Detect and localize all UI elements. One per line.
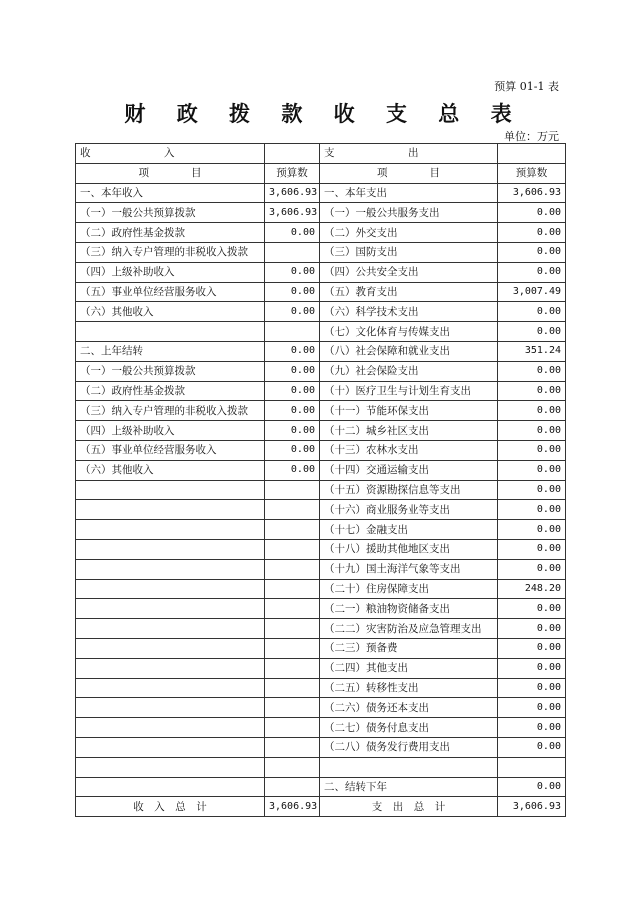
expense-item: （十一）节能环保支出 [320,401,498,421]
income-item: （六）其他收入 [76,460,265,480]
expense-value: 0.00 [498,737,566,757]
income-item [76,579,265,599]
expense-value: 0.00 [498,203,566,223]
expense-value: 0.00 [498,460,566,480]
income-value: 3,606.93 [265,183,320,203]
income-item [76,322,265,342]
table-row [76,440,566,460]
income-header-blank [265,144,320,164]
table-row [76,737,566,757]
expense-value: 0.00 [498,619,566,639]
expense-value: 0.00 [498,638,566,658]
table-row [76,678,566,698]
income-item: （三）纳入专户管理的非税收入拨款 [76,401,265,421]
income-value: 0.00 [265,262,320,282]
table-row [76,381,566,401]
expense-value: 3,007.49 [498,282,566,302]
table-row [76,698,566,718]
table-row [76,757,566,777]
expense-header: 支 出 [320,144,498,164]
expense-value: 0.00 [498,421,566,441]
expense-item: （十九）国土海洋气象等支出 [320,559,498,579]
expense-total-label: 支 出 总 计 [320,797,498,817]
header-row-columns [76,163,566,183]
income-item [76,480,265,500]
income-value [265,539,320,559]
expense-item: （十八）援助其他地区支出 [320,539,498,559]
income-item-header: 项 目 [76,163,265,183]
table-row [76,401,566,421]
expense-item: （二十）住房保障支出 [320,579,498,599]
expense-value: 0.00 [498,361,566,381]
income-item [76,539,265,559]
expense-total-value: 3,606.93 [498,797,566,817]
income-item: （一）一般公共预算拨款 [76,203,265,223]
income-item: （四）上级补助收入 [76,262,265,282]
table-row [76,579,566,599]
income-budget-header: 预算数 [265,163,320,183]
income-item [76,500,265,520]
income-value [265,638,320,658]
expense-value: 0.00 [498,559,566,579]
income-item: 一、本年收入 [76,183,265,203]
table-body [76,144,566,817]
header-row-sections [76,144,566,164]
expense-value: 248.20 [498,579,566,599]
income-value: 0.00 [265,381,320,401]
table-row [76,480,566,500]
table-row [76,223,566,243]
table-row [76,718,566,738]
table-row [76,183,566,203]
table-row [76,460,566,480]
income-value [265,698,320,718]
expense-item: （一）一般公共服务支出 [320,203,498,223]
income-item [76,698,265,718]
income-total-value: 3,606.93 [265,797,320,817]
income-value: 0.00 [265,223,320,243]
expense-item: （十二）城乡社区支出 [320,421,498,441]
income-item [76,777,265,797]
table-row [76,262,566,282]
table-row [76,421,566,441]
table-row [76,619,566,639]
income-value [265,500,320,520]
form-code: 预算 01-1 表 [494,80,559,93]
expense-item: （二）外交支出 [320,223,498,243]
expense-item: （十七）金融支出 [320,520,498,540]
expense-value: 0.00 [498,718,566,738]
income-item [76,520,265,540]
income-header: 收 入 [76,144,265,164]
expense-item-header: 项 目 [320,163,498,183]
expense-header-blank [498,144,566,164]
table-row [76,322,566,342]
expense-value [498,757,566,777]
income-item: （二）政府性基金拨款 [76,223,265,243]
income-value [265,579,320,599]
expense-value: 0.00 [498,539,566,559]
expense-item: （二四）其他支出 [320,658,498,678]
expense-value: 0.00 [498,480,566,500]
expense-item: （十三）农林水支出 [320,440,498,460]
expense-item: （二一）粮油物资储备支出 [320,599,498,619]
expense-value: 0.00 [498,242,566,262]
totals-row [76,797,566,817]
table-row [76,302,566,322]
expense-value: 0.00 [498,520,566,540]
table-row [76,242,566,262]
income-item [76,678,265,698]
expense-item: （八）社会保障和就业支出 [320,341,498,361]
expense-item: （十五）资源勘探信息等支出 [320,480,498,500]
table-row [76,599,566,619]
expense-value: 0.00 [498,678,566,698]
income-total-label: 收 入 总 计 [76,797,265,817]
income-item: （三）纳入专户管理的非税收入拨款 [76,242,265,262]
income-item [76,619,265,639]
income-value [265,520,320,540]
expense-item: （二三）预备费 [320,638,498,658]
expense-item: （三）国防支出 [320,242,498,262]
expense-item: 一、本年支出 [320,183,498,203]
income-item [76,757,265,777]
income-item [76,737,265,757]
expense-value: 0.00 [498,698,566,718]
income-value [265,559,320,579]
table-row [76,203,566,223]
expense-value: 0.00 [498,440,566,460]
income-item: （四）上级补助收入 [76,421,265,441]
expense-value: 0.00 [498,658,566,678]
income-value: 0.00 [265,440,320,460]
page-title: 财 政 拨 款 收 支 总 表 [124,101,524,126]
table-row [76,282,566,302]
income-value [265,242,320,262]
income-item [76,559,265,579]
table-row [76,500,566,520]
income-item: （五）事业单位经营服务收入 [76,282,265,302]
expense-value: 0.00 [498,262,566,282]
table-row [76,361,566,381]
income-item [76,599,265,619]
expense-value: 0.00 [498,500,566,520]
expense-item: （九）社会保险支出 [320,361,498,381]
table-row [76,777,566,797]
income-item: （五）事业单位经营服务收入 [76,440,265,460]
income-value: 0.00 [265,401,320,421]
income-value: 3,606.93 [265,203,320,223]
expense-budget-header: 预算数 [498,163,566,183]
income-value: 0.00 [265,361,320,381]
table-row [76,539,566,559]
expense-item [320,757,498,777]
expense-value: 0.00 [498,223,566,243]
expense-item: 二、结转下年 [320,777,498,797]
table-row [76,638,566,658]
expense-item: （二六）债务还本支出 [320,698,498,718]
expense-value: 0.00 [498,302,566,322]
expense-value: 0.00 [498,777,566,797]
expense-item: （四）公共安全支出 [320,262,498,282]
table-row [76,520,566,540]
expense-value: 0.00 [498,599,566,619]
expense-item: （十四）交通运输支出 [320,460,498,480]
income-item [76,638,265,658]
income-value: 0.00 [265,302,320,322]
expense-item: （二八）债务发行费用支出 [320,737,498,757]
table-row [76,341,566,361]
expense-item: （二二）灾害防治及应急管理支出 [320,619,498,639]
income-value: 0.00 [265,282,320,302]
unit-label: 单位：万元 [504,130,559,143]
income-item: 二、上年结转 [76,341,265,361]
table-row [76,559,566,579]
income-item: （一）一般公共预算拨款 [76,361,265,381]
income-item [76,718,265,738]
income-item: （六）其他收入 [76,302,265,322]
expense-item: （六）科学技术支出 [320,302,498,322]
expense-value: 3,606.93 [498,183,566,203]
income-item [76,658,265,678]
expense-value: 351.24 [498,341,566,361]
income-value [265,777,320,797]
income-value [265,322,320,342]
budget-table [75,143,566,817]
expense-item: （七）文化体育与传媒支出 [320,322,498,342]
table-row [76,658,566,678]
expense-value: 0.00 [498,322,566,342]
income-value: 0.00 [265,341,320,361]
expense-item: （十六）商业服务业等支出 [320,500,498,520]
expense-item: （十）医疗卫生与计划生育支出 [320,381,498,401]
expense-value: 0.00 [498,381,566,401]
income-value [265,658,320,678]
income-item: （二）政府性基金拨款 [76,381,265,401]
income-value [265,737,320,757]
expense-item: （二七）债务付息支出 [320,718,498,738]
income-value: 0.00 [265,460,320,480]
income-value [265,678,320,698]
income-value [265,480,320,500]
income-value [265,599,320,619]
expense-item: （五）教育支出 [320,282,498,302]
expense-item: （二五）转移性支出 [320,678,498,698]
income-value [265,619,320,639]
income-value [265,757,320,777]
income-value: 0.00 [265,421,320,441]
income-value [265,718,320,738]
expense-value: 0.00 [498,401,566,421]
